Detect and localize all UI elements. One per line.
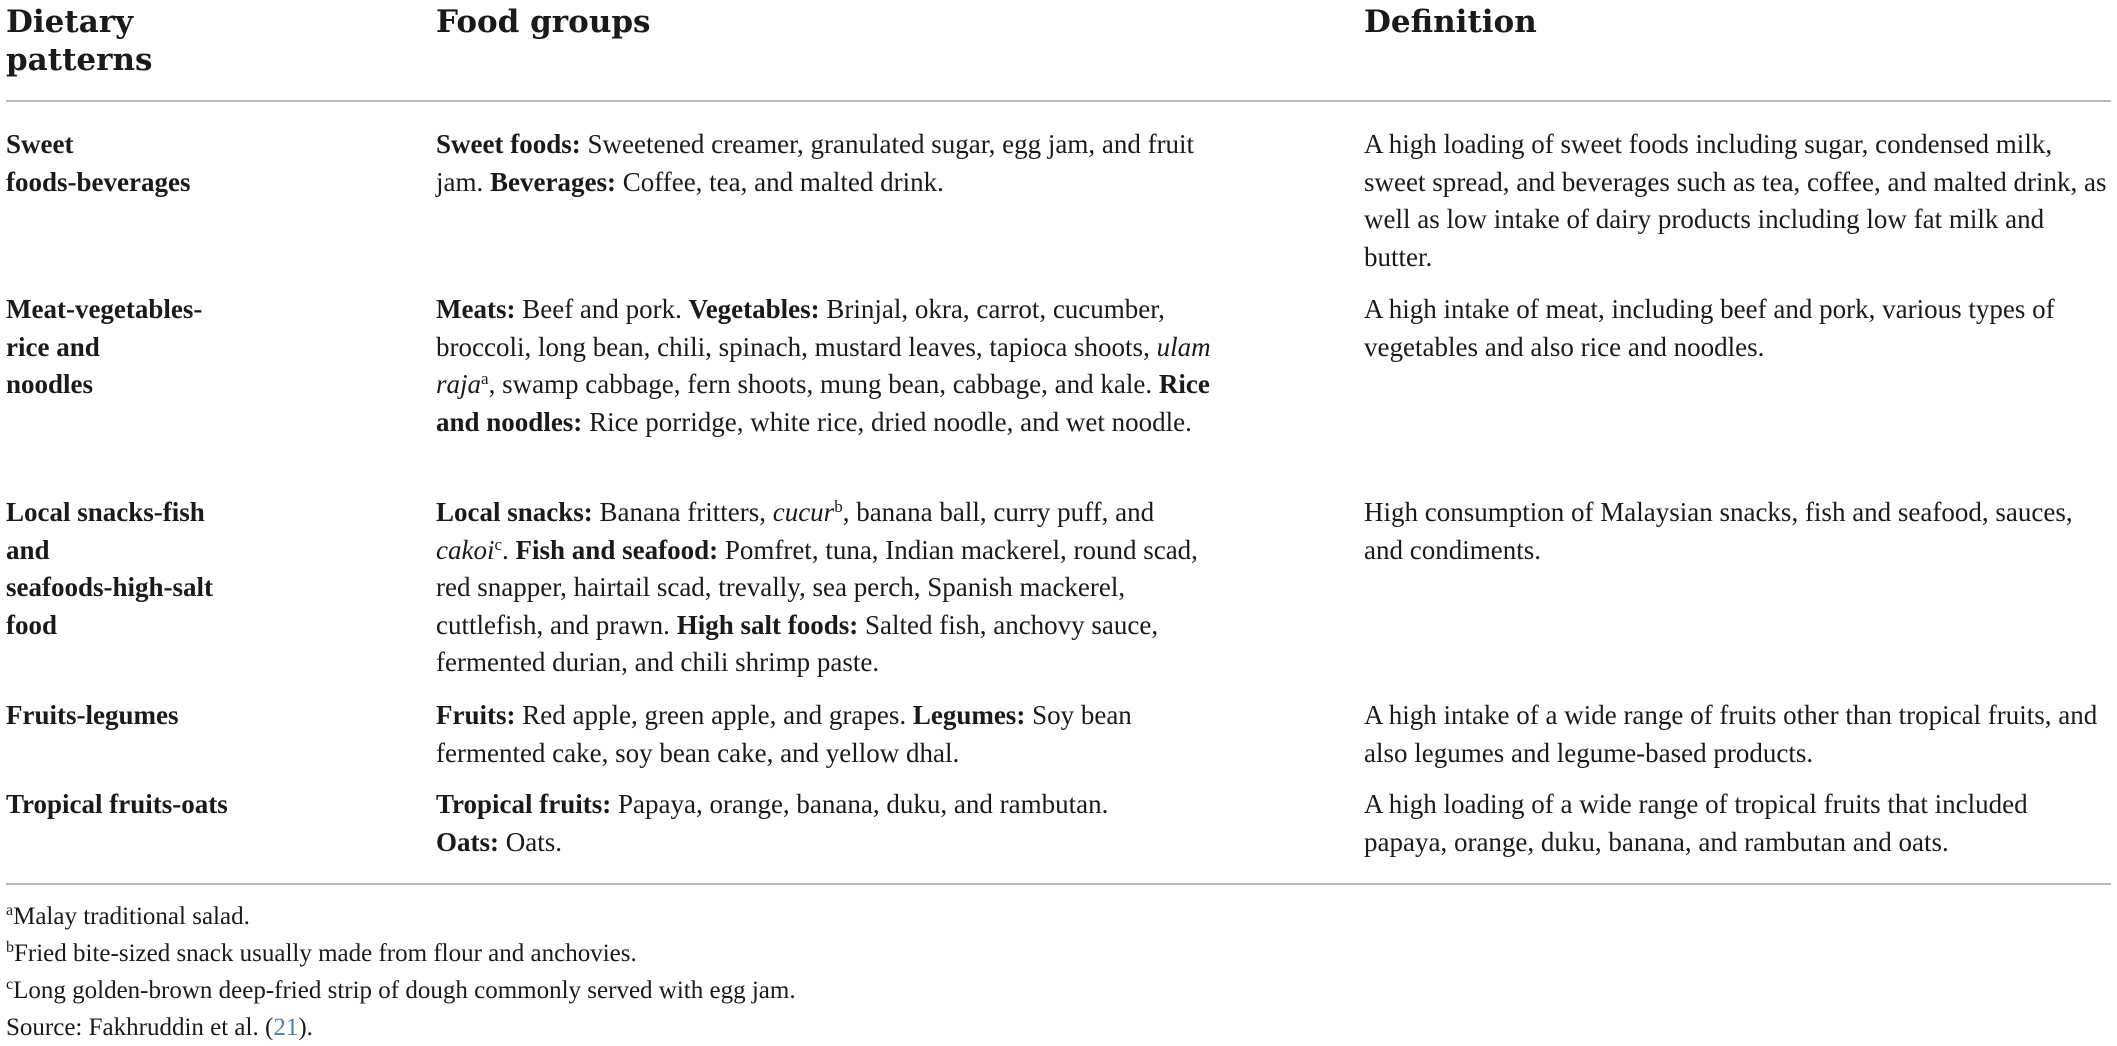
definition-cell: High consumption of Malaysian snacks, fish and seafood, sauces, and condiments.: [1364, 497, 2073, 565]
pattern-line: seafoods-high-salt: [6, 572, 214, 602]
group-label: Meats:: [436, 294, 516, 324]
footnote-mark: b: [6, 939, 14, 956]
pattern-cell: [6, 126, 266, 201]
footnote-mark: c: [6, 976, 14, 993]
pattern-cell: [6, 786, 266, 824]
group-text: Rice porridge, white rice, dried noodle, and wet noodle.: [582, 406, 1192, 437]
group-text: Oats.: [499, 826, 562, 857]
food-groups-cell: [436, 494, 1216, 682]
pattern-line: foods-beverages: [6, 166, 191, 197]
footnote-mark: a: [6, 902, 14, 919]
group-text: Sweetened creamer, granulated sugar, egg jam, and fruit jam.: [436, 129, 1195, 197]
reference-link[interactable]: 21: [273, 1014, 299, 1041]
footnote-mark: a: [481, 369, 489, 388]
definition-cell: A high intake of a wide range of fruits other than tropical fruits, and also legumes and legume-based products.: [1364, 700, 2098, 768]
group-label: Local snacks:: [436, 497, 593, 527]
group-text: Soy bean fermented cake, soy bean cake, and yellow dhal.: [436, 700, 1132, 768]
footnote-mark: c: [494, 534, 503, 554]
group-text: Red apple, green apple, and grapes.: [515, 700, 913, 730]
pattern-line: rice and: [6, 331, 100, 362]
footnote-text: Long golden-brown deep-fried strip of dough commonly served with egg jam.: [13, 977, 796, 1004]
source-suffix: ).: [298, 1014, 313, 1041]
italic-term: ulam raja: [436, 331, 1211, 399]
group-text: Pomfret, tuna, Indian mackerel, round scad, red snapper, hairtail scad, trevally, sea perch, Spanish mackerel, cuttlefish, and prawn.: [436, 534, 1198, 640]
footnote-text: Fried bite-sized snack usually made from flour and anchovies.: [14, 940, 637, 967]
group-text: Papaya, orange, banana, duku, and rambutan.: [611, 789, 1109, 819]
header-food-groups: Food groups: [436, 4, 651, 40]
footnote: [6, 898, 1506, 935]
source-prefix: Source: Fakhruddin et al. (: [6, 1014, 274, 1041]
pattern-line: and: [6, 534, 50, 565]
food-groups-cell: [436, 786, 1216, 861]
group-text: , swamp cabbage, fern shoots, mung bean, cabbage, and kale.: [488, 369, 1159, 399]
footer-divider: [6, 883, 2111, 885]
group-text: .: [502, 534, 516, 565]
group-text: Banana fritters,: [592, 497, 773, 527]
pattern-line: food: [6, 609, 58, 640]
italic-term: cucur: [772, 497, 835, 527]
group-label: High salt foods:: [676, 609, 859, 640]
definition-cell: A high loading of sweet foods including sugar, condensed milk, sweet spread, and beverages such as tea, coffee, and malted drink, as well as low intake of dairy products including low fat milk and butter.: [1364, 129, 2107, 272]
pattern-line: noodles: [6, 369, 94, 399]
table-header: [0, 0, 2117, 100]
group-label: Tropical fruits:: [436, 789, 612, 819]
group-label: Sweet foods:: [436, 129, 581, 159]
footnote-mark: b: [834, 497, 843, 516]
definition-cell: A high loading of a wide range of tropical fruits that included papaya, orange, duku, banana, and rambutan and oats.: [1364, 789, 2028, 857]
footnote-text: Malay traditional salad.: [13, 903, 250, 930]
food-groups-cell: [436, 126, 1216, 201]
group-text: Salted fish, anchovy sauce, fermented durian, and chili shrimp paste.: [436, 609, 1159, 677]
table-footnotes: [6, 898, 1506, 1046]
source-line: [6, 1009, 1506, 1046]
food-groups-cell: [436, 291, 1216, 441]
pattern-line: Tropical fruits-oats: [6, 789, 228, 819]
group-text: , banana ball, curry puff, and: [842, 497, 1155, 527]
header-dietary-patterns: [6, 3, 306, 79]
italic-term: cakoi: [436, 534, 495, 565]
group-label: Rice and noodles:: [436, 369, 1210, 437]
footnote: [6, 935, 1506, 972]
group-label: Oats:: [436, 826, 499, 857]
group-label: Fruits:: [436, 700, 516, 730]
pattern-line: Fruits-legumes: [6, 700, 179, 730]
group-label: Fish and seafood:: [515, 534, 719, 565]
pattern-line: Sweet: [6, 129, 74, 159]
header-divider: [6, 100, 2111, 102]
header-col1-line1: Dietary: [6, 4, 134, 40]
group-text: Beef and pork.: [515, 294, 689, 324]
footnote: [6, 972, 1506, 1009]
group-label: Vegetables:: [688, 294, 820, 324]
group-label: Beverages:: [490, 166, 616, 197]
group-text: Coffee, tea, and malted drink.: [615, 166, 944, 197]
group-label: Legumes:: [912, 700, 1026, 730]
pattern-cell: [6, 697, 266, 735]
pattern-line: Local snacks-fish: [6, 497, 205, 527]
pattern-cell: [6, 494, 266, 644]
pattern-line: Meat-vegetables-: [6, 294, 203, 324]
header-definition: Definition: [1364, 4, 1537, 40]
pattern-cell: [6, 291, 266, 404]
header-col1-line2: patterns: [6, 42, 153, 78]
definition-cell: A high intake of meat, including beef and pork, various types of vegetables and also rice and noodles.: [1364, 294, 2055, 362]
food-groups-cell: [436, 697, 1216, 772]
group-text: Brinjal, okra, carrot, cucumber, broccoli, long bean, chili, spinach, mustard leaves, tapioca shoots,: [436, 294, 1165, 362]
